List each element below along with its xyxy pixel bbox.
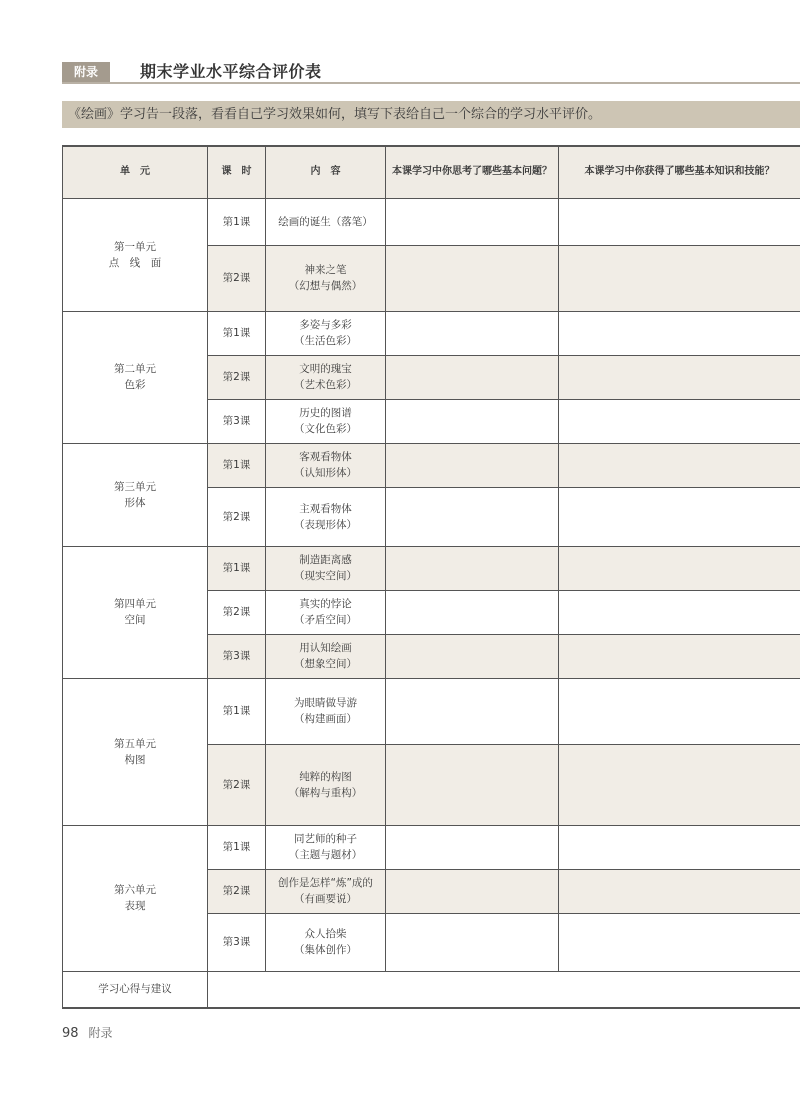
reflection-row xyxy=(63,971,800,1008)
answer-cell-problems[interactable] xyxy=(386,678,559,744)
table-row xyxy=(63,546,800,590)
answer-cell-skills[interactable] xyxy=(559,198,800,245)
answer-cell-problems[interactable] xyxy=(386,198,559,245)
lesson-number: 第2课 xyxy=(208,487,266,546)
lesson-content: 绘画的诞生（落笔） xyxy=(266,198,386,245)
header-question-problems: 本课学习中你思考了哪些基本问题？ xyxy=(386,146,559,198)
page-footer xyxy=(62,1024,113,1041)
unit-cell: 第五单元 构图 xyxy=(63,678,208,825)
answer-cell-problems[interactable] xyxy=(386,634,559,678)
unit-cell: 第六单元 表现 xyxy=(63,825,208,971)
lesson-content: 众人拾柴 （集体创作） xyxy=(266,913,386,971)
answer-cell-problems[interactable] xyxy=(386,825,559,869)
lesson-number: 第1课 xyxy=(208,825,266,869)
header-question-skills: 本课学习中你获得了哪些基本知识和技能？ xyxy=(559,146,800,198)
table-row xyxy=(63,198,800,245)
unit-cell: 第二单元 色彩 xyxy=(63,311,208,443)
table-row xyxy=(63,825,800,869)
answer-cell-problems[interactable] xyxy=(386,311,559,355)
lesson-content: 用认知绘画 （想象空间） xyxy=(266,634,386,678)
header-unit: 单 元 xyxy=(63,146,208,198)
lesson-number: 第1课 xyxy=(208,678,266,744)
lesson-content: 文明的瑰宝 （艺术色彩） xyxy=(266,355,386,399)
lesson-content: 为眼睛做导游 （构建画面） xyxy=(266,678,386,744)
answer-cell-skills[interactable] xyxy=(559,355,800,399)
lesson-number: 第2课 xyxy=(208,355,266,399)
page-header xyxy=(62,62,800,84)
lesson-number: 第3课 xyxy=(208,634,266,678)
unit-cell: 第一单元 点 线 面 xyxy=(63,198,208,311)
unit-cell: 第四单元 空间 xyxy=(63,546,208,678)
answer-cell-problems[interactable] xyxy=(386,590,559,634)
lesson-number: 第2课 xyxy=(208,245,266,311)
lesson-number: 第1课 xyxy=(208,198,266,245)
page-title: 期末学业水平综合评价表 xyxy=(140,62,322,81)
answer-cell-skills[interactable] xyxy=(559,590,800,634)
answer-cell-skills[interactable] xyxy=(559,744,800,825)
answer-cell-problems[interactable] xyxy=(386,245,559,311)
lesson-number: 第1课 xyxy=(208,443,266,487)
answer-cell-problems[interactable] xyxy=(386,399,559,443)
page-number: 98 xyxy=(62,1026,79,1041)
reflection-input[interactable] xyxy=(208,971,800,1008)
answer-cell-skills[interactable] xyxy=(559,825,800,869)
answer-cell-skills[interactable] xyxy=(559,443,800,487)
lesson-number: 第1课 xyxy=(208,311,266,355)
section-label: 附录 xyxy=(88,1026,113,1040)
answer-cell-problems[interactable] xyxy=(386,869,559,913)
answer-cell-problems[interactable] xyxy=(386,355,559,399)
header-divider xyxy=(62,82,800,84)
header-content: 内 容 xyxy=(266,146,386,198)
answer-cell-problems[interactable] xyxy=(386,546,559,590)
lesson-number: 第3课 xyxy=(208,399,266,443)
lesson-number: 第2课 xyxy=(208,744,266,825)
lesson-content: 纯粹的构图 （解构与重构） xyxy=(266,744,386,825)
lesson-content: 同艺师的种子 （主题与题材） xyxy=(266,825,386,869)
lesson-content: 创作是怎样“炼”成的 （有画要说） xyxy=(266,869,386,913)
answer-cell-problems[interactable] xyxy=(386,913,559,971)
lesson-number: 第2课 xyxy=(208,590,266,634)
answer-cell-problems[interactable] xyxy=(386,487,559,546)
lesson-content: 真实的悖论 （矛盾空间） xyxy=(266,590,386,634)
table-row xyxy=(63,311,800,355)
table-header-row xyxy=(63,146,800,198)
answer-cell-skills[interactable] xyxy=(559,913,800,971)
answer-cell-problems[interactable] xyxy=(386,443,559,487)
lesson-content: 历史的图谱 （文化色彩） xyxy=(266,399,386,443)
header-lesson: 课 时 xyxy=(208,146,266,198)
lesson-number: 第2课 xyxy=(208,869,266,913)
reflection-label: 学习心得与建议 xyxy=(63,971,208,1008)
unit-cell: 第三单元 形体 xyxy=(63,443,208,546)
lesson-content: 主观看物体 （表现形体） xyxy=(266,487,386,546)
answer-cell-skills[interactable] xyxy=(559,311,800,355)
lesson-content: 神来之笔 （幻想与偶然） xyxy=(266,245,386,311)
answer-cell-problems[interactable] xyxy=(386,744,559,825)
intro-banner: 《绘画》学习告一段落，看看自己学习效果如何，填写下表给自己一个综合的学习水平评价。 xyxy=(62,101,800,128)
table-row xyxy=(63,678,800,744)
answer-cell-skills[interactable] xyxy=(559,869,800,913)
answer-cell-skills[interactable] xyxy=(559,245,800,311)
answer-cell-skills[interactable] xyxy=(559,634,800,678)
lesson-content: 客观看物体 （认知形体） xyxy=(266,443,386,487)
evaluation-table xyxy=(62,145,800,1009)
lesson-content: 制造距离感 （现实空间） xyxy=(266,546,386,590)
lesson-number: 第1课 xyxy=(208,546,266,590)
table-row xyxy=(63,443,800,487)
answer-cell-skills[interactable] xyxy=(559,487,800,546)
answer-cell-skills[interactable] xyxy=(559,399,800,443)
appendix-badge: 附录 xyxy=(62,62,110,82)
lesson-content: 多姿与多彩 （生活色彩） xyxy=(266,311,386,355)
answer-cell-skills[interactable] xyxy=(559,678,800,744)
lesson-number: 第3课 xyxy=(208,913,266,971)
answer-cell-skills[interactable] xyxy=(559,546,800,590)
